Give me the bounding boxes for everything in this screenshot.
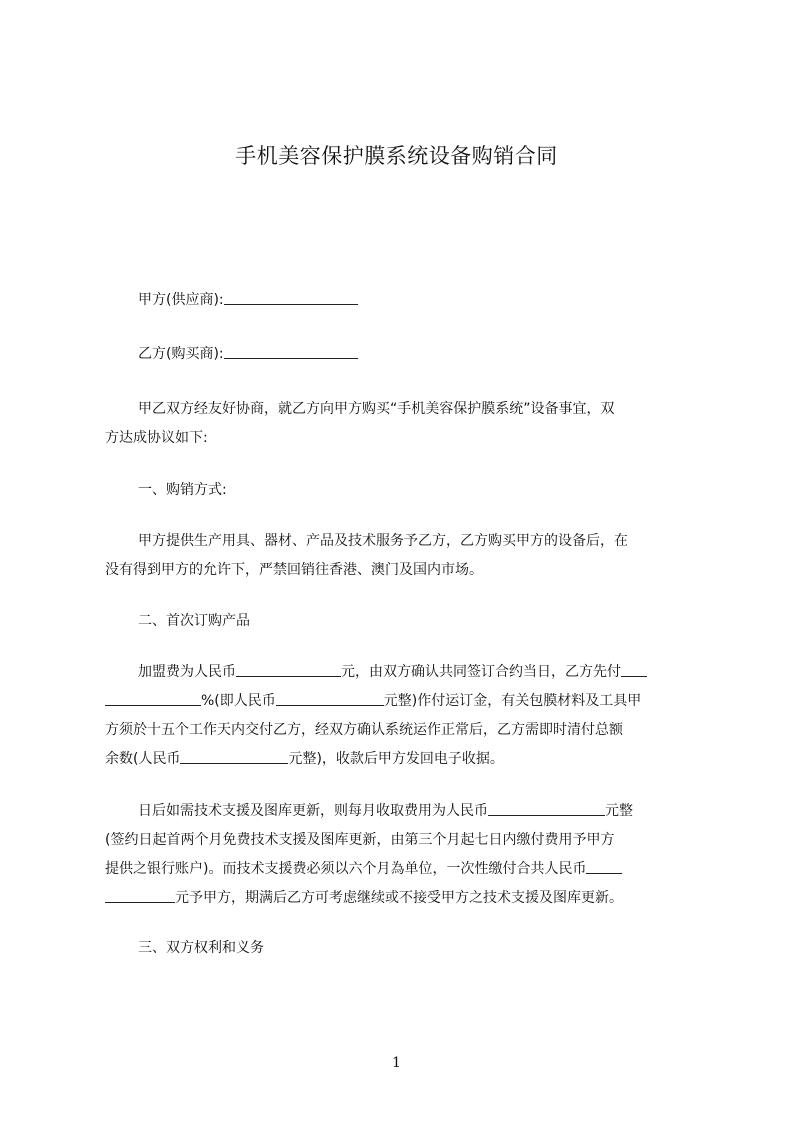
support-line-3 (105, 854, 701, 884)
fee-line-1 (105, 657, 734, 687)
fee-line-4-text-b: 元整)，收款后甲方发回电子收据。 (288, 751, 504, 767)
support-line-3-text-a: 提供之银行账户)。而技术支援费必须以六个月為单位，一次性缴付合共人民币 (105, 861, 587, 877)
fee-line-2 (105, 686, 701, 716)
fee-line-4-text-a: 余数(人民币 (105, 751, 181, 767)
fee-line-4 (105, 744, 701, 774)
support-line-1-text-b: 元整 (605, 803, 633, 819)
section-1-heading: 一、购销方式: (138, 482, 227, 498)
monthly-support-fee-blank (488, 801, 605, 816)
party-a-label: 甲方(供应商): (138, 292, 224, 308)
fee-line-2-text-a: %(即人民币 (201, 693, 276, 709)
intro-paragraph-line-1: 甲乙双方经友好协商，就乙方向甲方购买“手机美容保护膜系统”设备事宜，双 (138, 401, 615, 417)
six-month-fee-blank-b (105, 888, 175, 903)
party-b-blank (224, 344, 358, 359)
support-line-4 (105, 883, 701, 913)
party-b-label: 乙方(购买商): (138, 346, 224, 362)
franchise-fee-blank (236, 662, 341, 677)
document-title: 手机美容保护膜系统设备购销合同 (235, 144, 558, 168)
six-month-fee-blank-a (586, 859, 622, 874)
party-a-line (105, 285, 734, 315)
support-line-4-text: 元予甲方，期满后乙方可考虑继续或不接受甲方之技术支援及图库更新。 (175, 890, 623, 906)
section-2-heading: 二、首次订购产品 (138, 613, 250, 629)
page-number: 1 (392, 1055, 401, 1071)
support-line-2: (签约日起首两个月免费技术支援及图库更新，由第三个月起七日内缴付费用予甲方 (105, 832, 615, 848)
section-1-line-1: 甲方提供生产用具、器材、产品及技术服务予乙方，乙方购买甲方的设备后，在 (138, 533, 628, 549)
deposit-amount-blank (276, 691, 384, 706)
support-line-1-text-a: 日后如需技术支援及图库更新，则每月收取费用为人民币 (138, 803, 488, 819)
deposit-percent-blank-a (621, 662, 647, 677)
intro-paragraph-line-2: 方达成协议如下: (105, 430, 208, 446)
section-3-heading: 三、双方权利和义务 (138, 940, 264, 956)
section-1-line-2: 没有得到甲方的允许下，严禁回销往香港、澳门及国内市场。 (105, 562, 483, 578)
support-line-1 (105, 796, 734, 826)
party-b-line (105, 339, 734, 369)
fee-line-1-text-b: 元，由双方确认共同签订合约当日，乙方先付 (341, 664, 621, 680)
party-a-blank (224, 290, 358, 305)
balance-amount-blank (180, 749, 288, 764)
deposit-percent-blank-b (105, 691, 201, 706)
fee-line-3: 方须於十五个工作天内交付乙方，经双方确认系统运作正常后，乙方需即时清付总额 (105, 722, 623, 738)
fee-line-2-text-b: 元整)作付运订金，有关包膜材料及工具甲 (383, 693, 642, 709)
fee-line-1-text-a: 加盟费为人民币 (138, 664, 236, 680)
